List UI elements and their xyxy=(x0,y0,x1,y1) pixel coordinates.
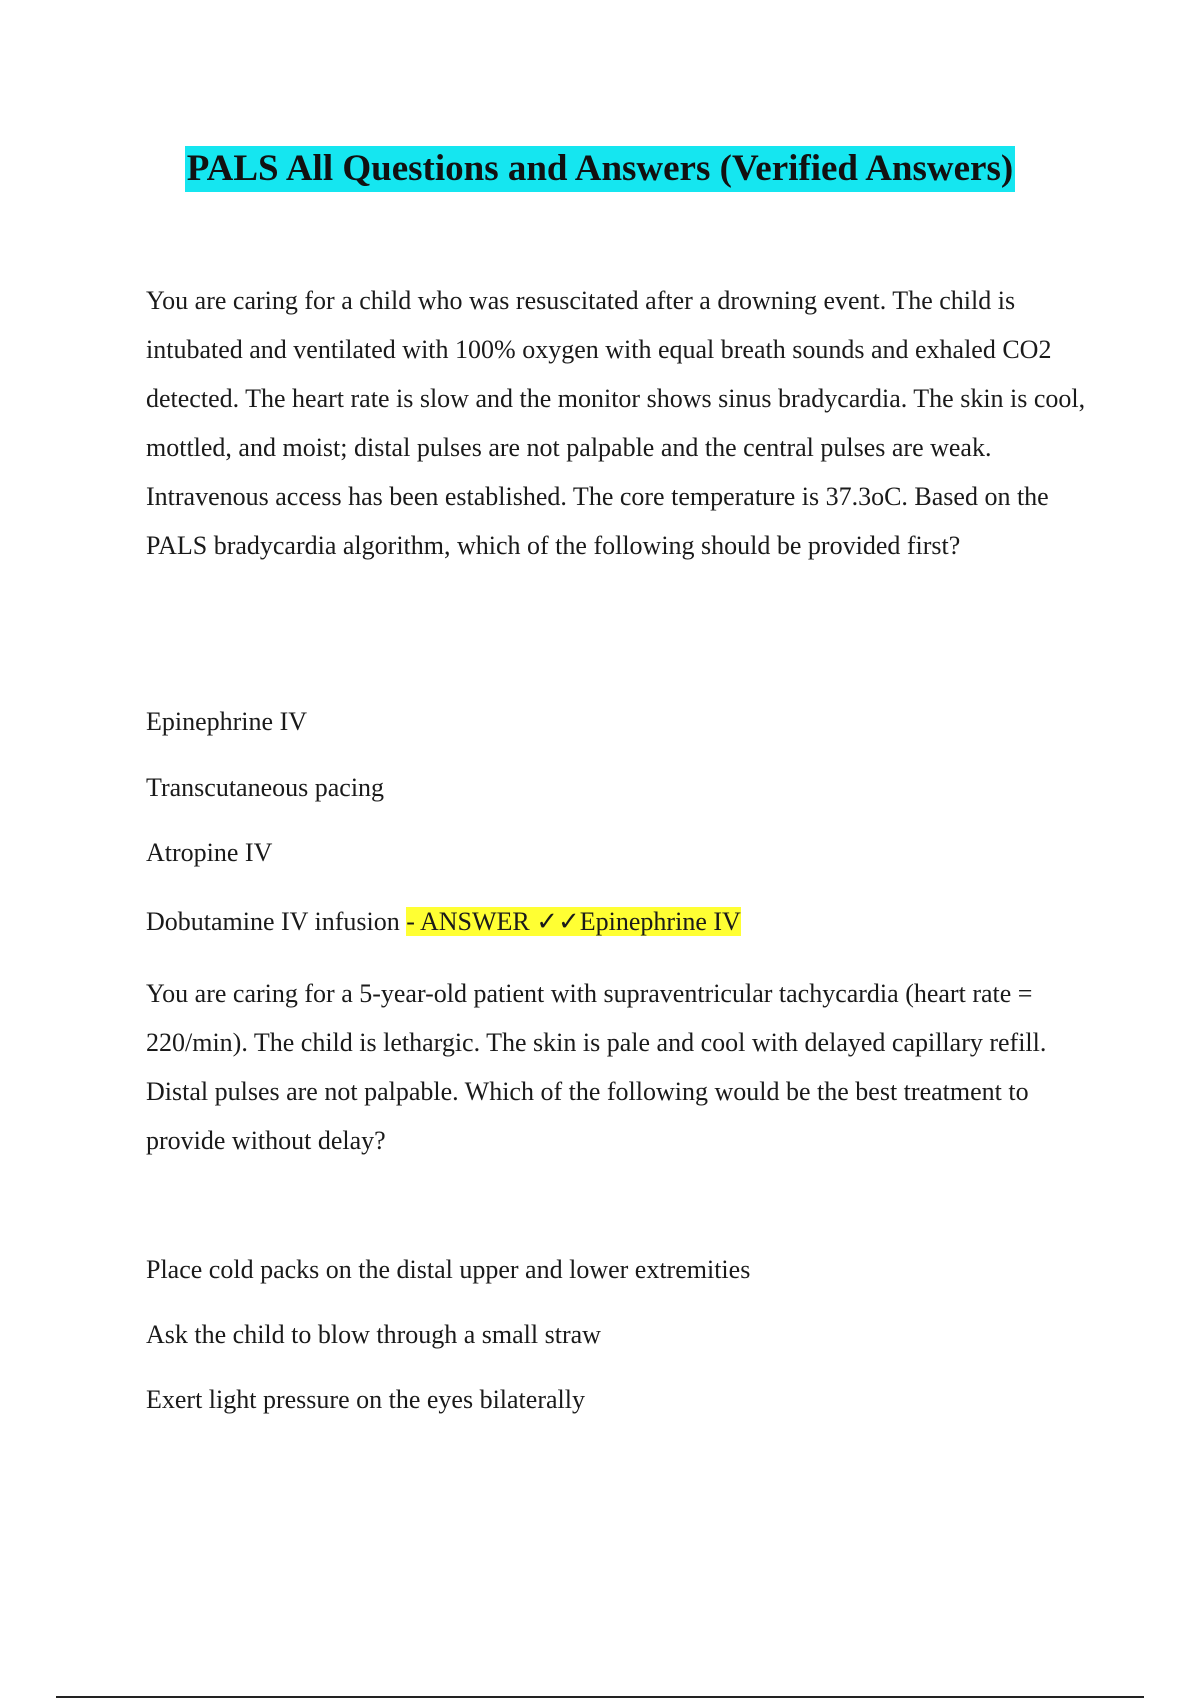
question-2-option-3: Exert light pressure on the eyes bilaterally xyxy=(146,1385,585,1414)
question-1-option-3: Atropine IV xyxy=(146,838,273,867)
question-2-option-1: Place cold packs on the distal upper and lower extremities xyxy=(146,1255,751,1284)
title-container xyxy=(0,146,1200,192)
question-2-text: You are caring for a 5-year-old patient with supraventricular tachycardia (heart rate = 220/min). The child is lethargic. The skin is pale and cool with delayed capillary refill. Distal pulses are not palpable. Which of the following would be the best treatment to provide without delay? xyxy=(146,979,1047,1155)
page-bottom-rule xyxy=(56,1696,1144,1698)
question-1-text: You are caring for a child who was resuscitated after a drowning event. The child is intubated and ventilated with 100% oxygen with equal breath sounds and exhaled CO2 detected. The heart rate is slow and the monitor shows sinus bradycardia. The skin is cool, mottled, and moist; distal pulses are not palpable and the central pulses are weak. Intravenous access has been established. The core temperature is 37.3oC. Based on the PALS bradycardia algorithm, which of the following should be provided first? xyxy=(146,286,1086,560)
question-1-option-1: Epinephrine IV xyxy=(146,707,308,736)
question-2-option-2: Ask the child to blow through a small straw xyxy=(146,1320,601,1349)
question-1-option-2: Transcutaneous pacing xyxy=(146,773,385,802)
question-1-answer: - ANSWER ✓✓Epinephrine IV xyxy=(406,907,741,936)
question-1-option-4: Dobutamine IV infusion xyxy=(146,907,400,936)
document-title: PALS All Questions and Answers (Verified Answers) xyxy=(185,146,1015,192)
question-1-option-4-row xyxy=(146,906,1096,938)
